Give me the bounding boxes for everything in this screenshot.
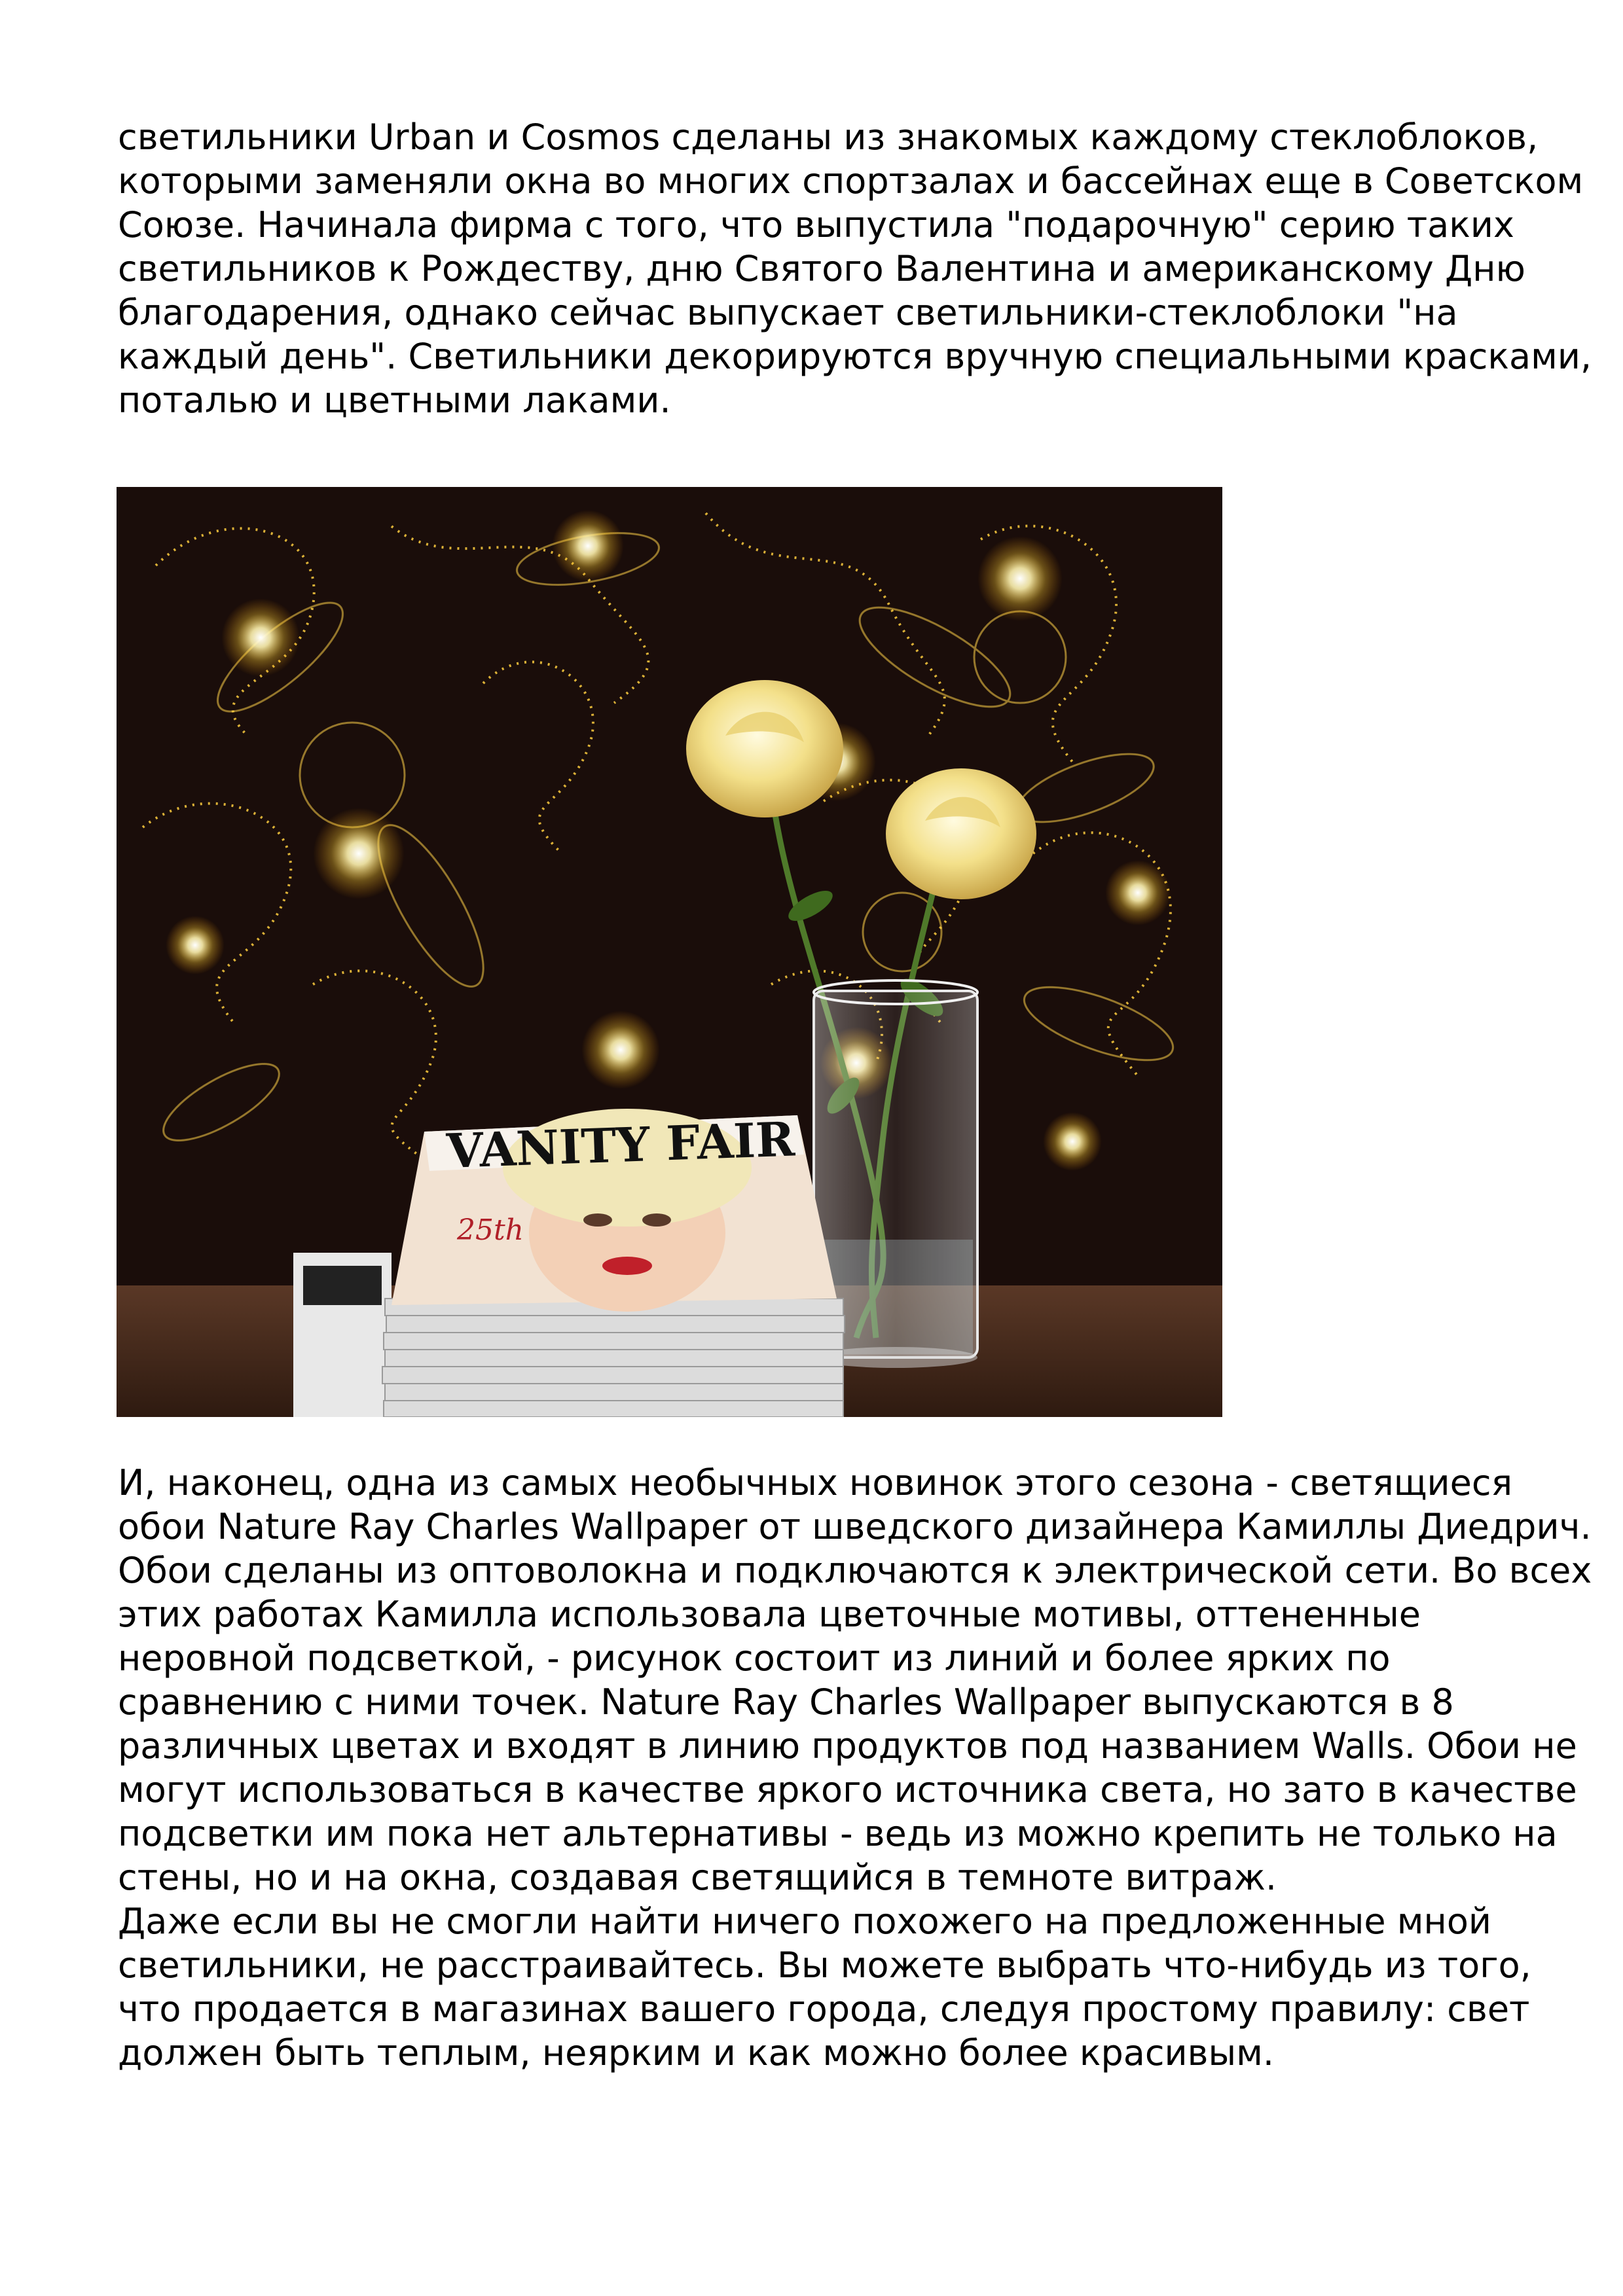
paragraph-line: сравнению с ними точек. Nature Ray Charles Wallpaper выпускаются в 8 (118, 1681, 1454, 1723)
paragraph-line: подсветки им пока нет альтернативы - ведь из можно крепить не только на (118, 1813, 1558, 1854)
magazine-pages (382, 1299, 845, 1417)
paragraph-line: поталью и цветными лаками. (118, 380, 671, 421)
paragraph-line: обои Nature Ray Charles Wallpaper от шведского дизайнера Камиллы Диедрич. (118, 1506, 1592, 1547)
paragraph-line: Союзе. Начинала фирма с того, что выпустила "подарочную" серию таких (118, 204, 1514, 245)
paragraph-line: Обои сделаны из оптоволокна и подключаются к электрической сети. Во всех (118, 1550, 1592, 1591)
paragraph-2 (118, 1461, 1592, 2075)
paragraph-line: светильники Urban и Cosmos сделаны из знакомых каждому стеклоблоков, (118, 117, 1539, 158)
paragraph-line: каждый день". Светильники декорируются вручную специальными красками, (118, 336, 1592, 377)
magazine-badge: 25th (457, 1213, 524, 1247)
paragraph-line: благодарения, однако сейчас выпускает светильники-стеклоблоки "на (118, 292, 1458, 333)
paragraph-line: могут использоваться в качестве яркого источника света, но зато в качестве (118, 1769, 1577, 1810)
paragraph-line: И, наконец, одна из самых необычных новинок этого сезона - светящиеся (118, 1462, 1513, 1503)
paragraph-line: различных цветах и входят в линию продуктов под названием Walls. Обои не (118, 1725, 1577, 1767)
wallpaper-photo-illustration (117, 487, 1222, 1417)
paragraph-line: неровной подсветкой, - рисунок состоит из линий и более ярких по (118, 1638, 1391, 1679)
paragraph-line: светильники, не расстраивайтесь. Вы можете выбрать что-нибудь из того, (118, 1945, 1531, 1986)
magazine-title: VANITY FAIR (445, 1111, 796, 1179)
wallpaper-photo (117, 487, 1222, 1417)
paragraph-line: Даже если вы не смогли найти ничего похожего на предложенные мной (118, 1901, 1491, 1942)
paragraph-line: светильников к Рождеству, дню Святого Валентина и американскому Дню (118, 248, 1526, 289)
paragraph-line: что продается в магазинах вашего города, следуя простому правилу: свет (118, 1988, 1530, 2030)
paragraph-1 (118, 115, 1592, 422)
paragraph-line: стены, но и на окна, создавая светящийся в темноте витраж. (118, 1857, 1277, 1898)
paragraph-line: этих работах Камилла использовала цветочные мотивы, оттененные (118, 1594, 1421, 1635)
paragraph-line: должен быть теплым, неярким и как можно более красивым. (118, 2032, 1274, 2073)
paragraph-line: которыми заменяли окна во многих спортзалах и бассейнах еще в Советском (118, 160, 1584, 202)
